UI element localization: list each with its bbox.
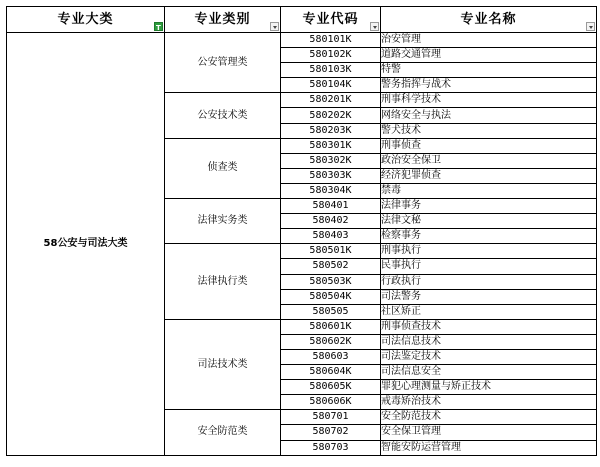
code-cell[interactable]: 580102K bbox=[281, 48, 381, 63]
code-cell[interactable]: 580602K bbox=[281, 334, 381, 349]
code-cell[interactable]: 580103K bbox=[281, 63, 381, 78]
filter-dropdown-icon[interactable] bbox=[370, 22, 379, 31]
code-cell[interactable]: 580101K bbox=[281, 33, 381, 48]
name-cell[interactable]: 警犬技术 bbox=[381, 123, 597, 138]
code-cell[interactable]: 580605K bbox=[281, 380, 381, 395]
header-major-group-label: 专业大类 bbox=[57, 11, 114, 27]
code-cell[interactable]: 580202K bbox=[281, 108, 381, 123]
code-cell[interactable]: 580104K bbox=[281, 78, 381, 93]
code-cell[interactable]: 580501K bbox=[281, 244, 381, 259]
category-cell[interactable]: 侦查类 bbox=[165, 138, 281, 198]
category-cell[interactable]: 司法技术类 bbox=[165, 319, 281, 410]
name-cell[interactable]: 网络安全与执法 bbox=[381, 108, 597, 123]
header-category-label: 专业类别 bbox=[194, 11, 251, 27]
code-cell[interactable]: 580601K bbox=[281, 319, 381, 334]
code-cell[interactable]: 580201K bbox=[281, 93, 381, 108]
code-cell[interactable]: 580703 bbox=[281, 440, 381, 455]
name-cell[interactable]: 治安管理 bbox=[381, 33, 597, 48]
filter-active-icon[interactable] bbox=[154, 22, 163, 31]
name-cell[interactable]: 警务指挥与战术 bbox=[381, 78, 597, 93]
name-cell[interactable]: 司法警务 bbox=[381, 289, 597, 304]
name-cell[interactable]: 特警 bbox=[381, 63, 597, 78]
name-cell[interactable]: 司法信息安全 bbox=[381, 365, 597, 380]
header-row bbox=[7, 7, 597, 33]
code-cell[interactable]: 580504K bbox=[281, 289, 381, 304]
name-cell[interactable]: 检察事务 bbox=[381, 229, 597, 244]
majors-table bbox=[6, 6, 597, 456]
name-cell[interactable]: 戒毒矫治技术 bbox=[381, 395, 597, 410]
name-cell[interactable]: 刑事侦查技术 bbox=[381, 319, 597, 334]
table-body bbox=[7, 33, 597, 456]
name-cell[interactable]: 司法信息技术 bbox=[381, 334, 597, 349]
name-cell[interactable]: 社区矫正 bbox=[381, 304, 597, 319]
code-cell[interactable]: 580604K bbox=[281, 365, 381, 380]
header-cell-major-group[interactable] bbox=[7, 7, 165, 33]
code-cell[interactable]: 580303K bbox=[281, 168, 381, 183]
filter-dropdown-icon[interactable] bbox=[270, 22, 279, 31]
category-cell[interactable]: 公安管理类 bbox=[165, 33, 281, 93]
name-cell[interactable]: 智能安防运营管理 bbox=[381, 440, 597, 455]
name-cell[interactable]: 法律事务 bbox=[381, 199, 597, 214]
code-cell[interactable]: 580502 bbox=[281, 259, 381, 274]
code-cell[interactable]: 580304K bbox=[281, 183, 381, 198]
name-cell[interactable]: 法律文秘 bbox=[381, 214, 597, 229]
code-cell[interactable]: 580603 bbox=[281, 349, 381, 364]
table-row bbox=[7, 33, 597, 48]
code-cell[interactable]: 580503K bbox=[281, 274, 381, 289]
name-cell[interactable]: 刑事执行 bbox=[381, 244, 597, 259]
header-name-label: 专业名称 bbox=[460, 11, 517, 27]
name-cell[interactable]: 政治安全保卫 bbox=[381, 153, 597, 168]
filter-dropdown-icon[interactable] bbox=[586, 22, 595, 31]
name-cell[interactable]: 经济犯罪侦查 bbox=[381, 168, 597, 183]
name-cell[interactable]: 安全防范技术 bbox=[381, 410, 597, 425]
header-cell-name[interactable] bbox=[381, 7, 597, 33]
name-cell[interactable]: 道路交通管理 bbox=[381, 48, 597, 63]
name-cell[interactable]: 民事执行 bbox=[381, 259, 597, 274]
code-cell[interactable]: 580403 bbox=[281, 229, 381, 244]
code-cell[interactable]: 580702 bbox=[281, 425, 381, 440]
code-cell[interactable]: 580701 bbox=[281, 410, 381, 425]
header-cell-category[interactable] bbox=[165, 7, 281, 33]
name-cell[interactable]: 刑事科学技术 bbox=[381, 93, 597, 108]
code-cell[interactable]: 580302K bbox=[281, 153, 381, 168]
code-cell[interactable]: 580203K bbox=[281, 123, 381, 138]
major-group-cell[interactable]: 58公安与司法大类 bbox=[7, 33, 165, 456]
header-code-label: 专业代码 bbox=[302, 11, 359, 27]
code-cell[interactable]: 580401 bbox=[281, 199, 381, 214]
name-cell[interactable]: 司法鉴定技术 bbox=[381, 349, 597, 364]
category-cell[interactable]: 公安技术类 bbox=[165, 93, 281, 138]
name-cell[interactable]: 禁毒 bbox=[381, 183, 597, 198]
code-cell[interactable]: 580301K bbox=[281, 138, 381, 153]
name-cell[interactable]: 刑事侦查 bbox=[381, 138, 597, 153]
category-cell[interactable]: 法律实务类 bbox=[165, 199, 281, 244]
name-cell[interactable]: 罪犯心理测量与矫正技术 bbox=[381, 380, 597, 395]
name-cell[interactable]: 行政执行 bbox=[381, 274, 597, 289]
code-cell[interactable]: 580402 bbox=[281, 214, 381, 229]
category-cell[interactable]: 法律执行类 bbox=[165, 244, 281, 319]
code-cell[interactable]: 580606K bbox=[281, 395, 381, 410]
header-cell-code[interactable] bbox=[281, 7, 381, 33]
name-cell[interactable]: 安全保卫管理 bbox=[381, 425, 597, 440]
code-cell[interactable]: 580505 bbox=[281, 304, 381, 319]
category-cell[interactable]: 安全防范类 bbox=[165, 410, 281, 455]
